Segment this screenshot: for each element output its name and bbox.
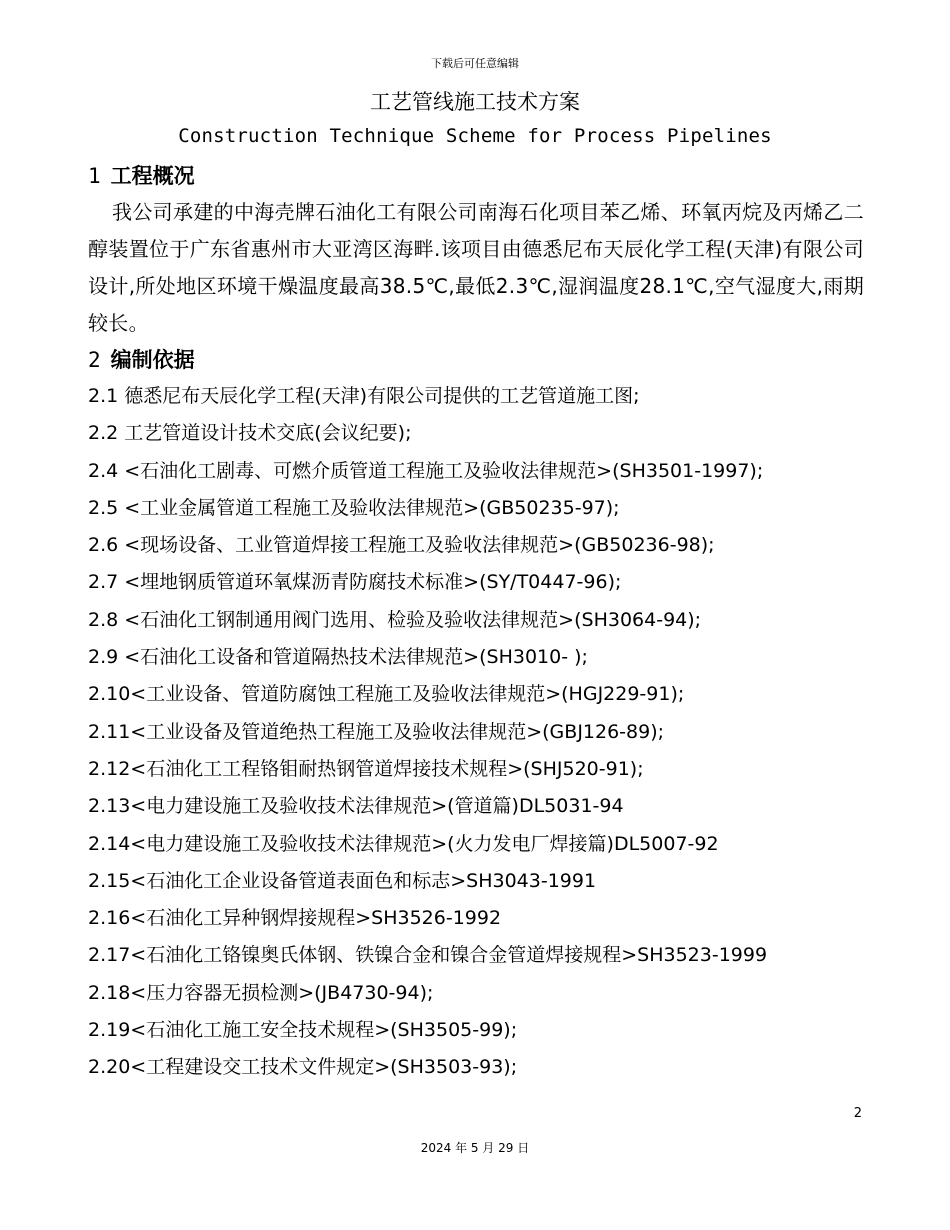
section-2-heading bbox=[88, 342, 864, 378]
reference-item: 2.8 <石油化工钢制通用阀门选用、检验及验收法律规范>(SH3064-94); bbox=[88, 608, 702, 631]
document-title-en: Construction Technique Scheme for Process Pipelines bbox=[178, 125, 772, 147]
section-2-number: 2 bbox=[88, 348, 101, 372]
reference-list bbox=[88, 378, 864, 1087]
section-1-paragraph bbox=[88, 194, 864, 342]
reference-item: 2.1 德悉尼布天辰化学工程(天津)有限公司提供的工艺管道施工图; bbox=[88, 385, 640, 407]
document-title-cn: 工艺管线施工技术方案 bbox=[370, 90, 580, 114]
reference-item: 2.9 <石油化工设备和管道隔热技术法律规范>(SH3010- ); bbox=[88, 646, 588, 669]
reference-item: 2.10<工业设备、管道防腐蚀工程施工及验收法律规范>(HGJ229-91); bbox=[88, 683, 685, 706]
reference-item: 2.13<电力建设施工及验收技术法律规范>(管道篇)DL5031-94 bbox=[88, 795, 624, 818]
section-1-number: 1 bbox=[88, 164, 101, 188]
reference-item: 2.14<电力建设施工及验收技术法律规范>(火力发电厂焊接篇)DL5007-92 bbox=[88, 832, 719, 855]
page-footer-date: 2024 年 5 月 29 日 bbox=[420, 1141, 530, 1155]
reference-item: 2.5 <工业金属管道工程施工及验收法律规范>(GB50235-97); bbox=[88, 496, 620, 519]
reference-item: 2.2 工艺管道设计技术交底(会议纪要); bbox=[88, 422, 412, 445]
reference-item: 2.6 <现场设备、工业管道焊接工程施工及验收法律规范>(GB50236-98); bbox=[88, 534, 715, 557]
document-body bbox=[88, 158, 864, 1087]
reference-item: 2.16<石油化工异种钢焊接规程>SH3526-1992 bbox=[88, 907, 502, 930]
reference-item: 2.7 <埋地钢质管道环氧煤沥青防腐技术标准>(SY/T0447-96); bbox=[88, 571, 622, 594]
section-1-paragraph-text: 我公司承建的中海壳牌石油化工有限公司南海石化项目苯乙烯、环氧丙烷及丙烯乙二醇装置位于广东省惠州市大亚湾区海畔.该项目由德悉尼布天辰化学工程(天津)有限公司设计,所处地区环境干燥温度最高38.5℃,最低2.3℃,湿润温度28.1℃,空气湿度大,雨期较长。 bbox=[88, 200, 864, 335]
reference-item: 2.17<石油化工铬镍奥氏体钢、铁镍合金和镍合金管道焊接规程>SH3523-1999 bbox=[88, 944, 768, 967]
reference-item: 2.20<工程建设交工技术文件规定>(SH3503-93); bbox=[88, 1056, 518, 1079]
reference-item: 2.12<石油化工工程铬钼耐热钢管道焊接技术规程>(SHJ520-91); bbox=[88, 757, 644, 780]
reference-item: 2.4 <石油化工剧毒、可燃介质管道工程施工及验收法律规范>(SH3501-1997); bbox=[88, 459, 764, 482]
reference-item: 2.18<压力容器无损检测>(JB4730-94); bbox=[88, 981, 434, 1004]
section-2-title: 编制依据 bbox=[110, 348, 195, 372]
reference-item: 2.11<工业设备及管道绝热工程施工及验收法律规范>(GBJ126-89); bbox=[88, 720, 665, 743]
page-number: 2 bbox=[853, 1106, 862, 1121]
reference-item: 2.15<石油化工企业设备管道表面色和标志>SH3043-1991 bbox=[88, 869, 597, 892]
reference-item: 2.19<石油化工施工安全技术规程>(SH3505-99); bbox=[88, 1019, 518, 1042]
section-1-heading bbox=[88, 158, 864, 194]
section-1-title: 工程概况 bbox=[110, 164, 195, 188]
page-header: 下载后可任意编辑 bbox=[431, 57, 519, 70]
